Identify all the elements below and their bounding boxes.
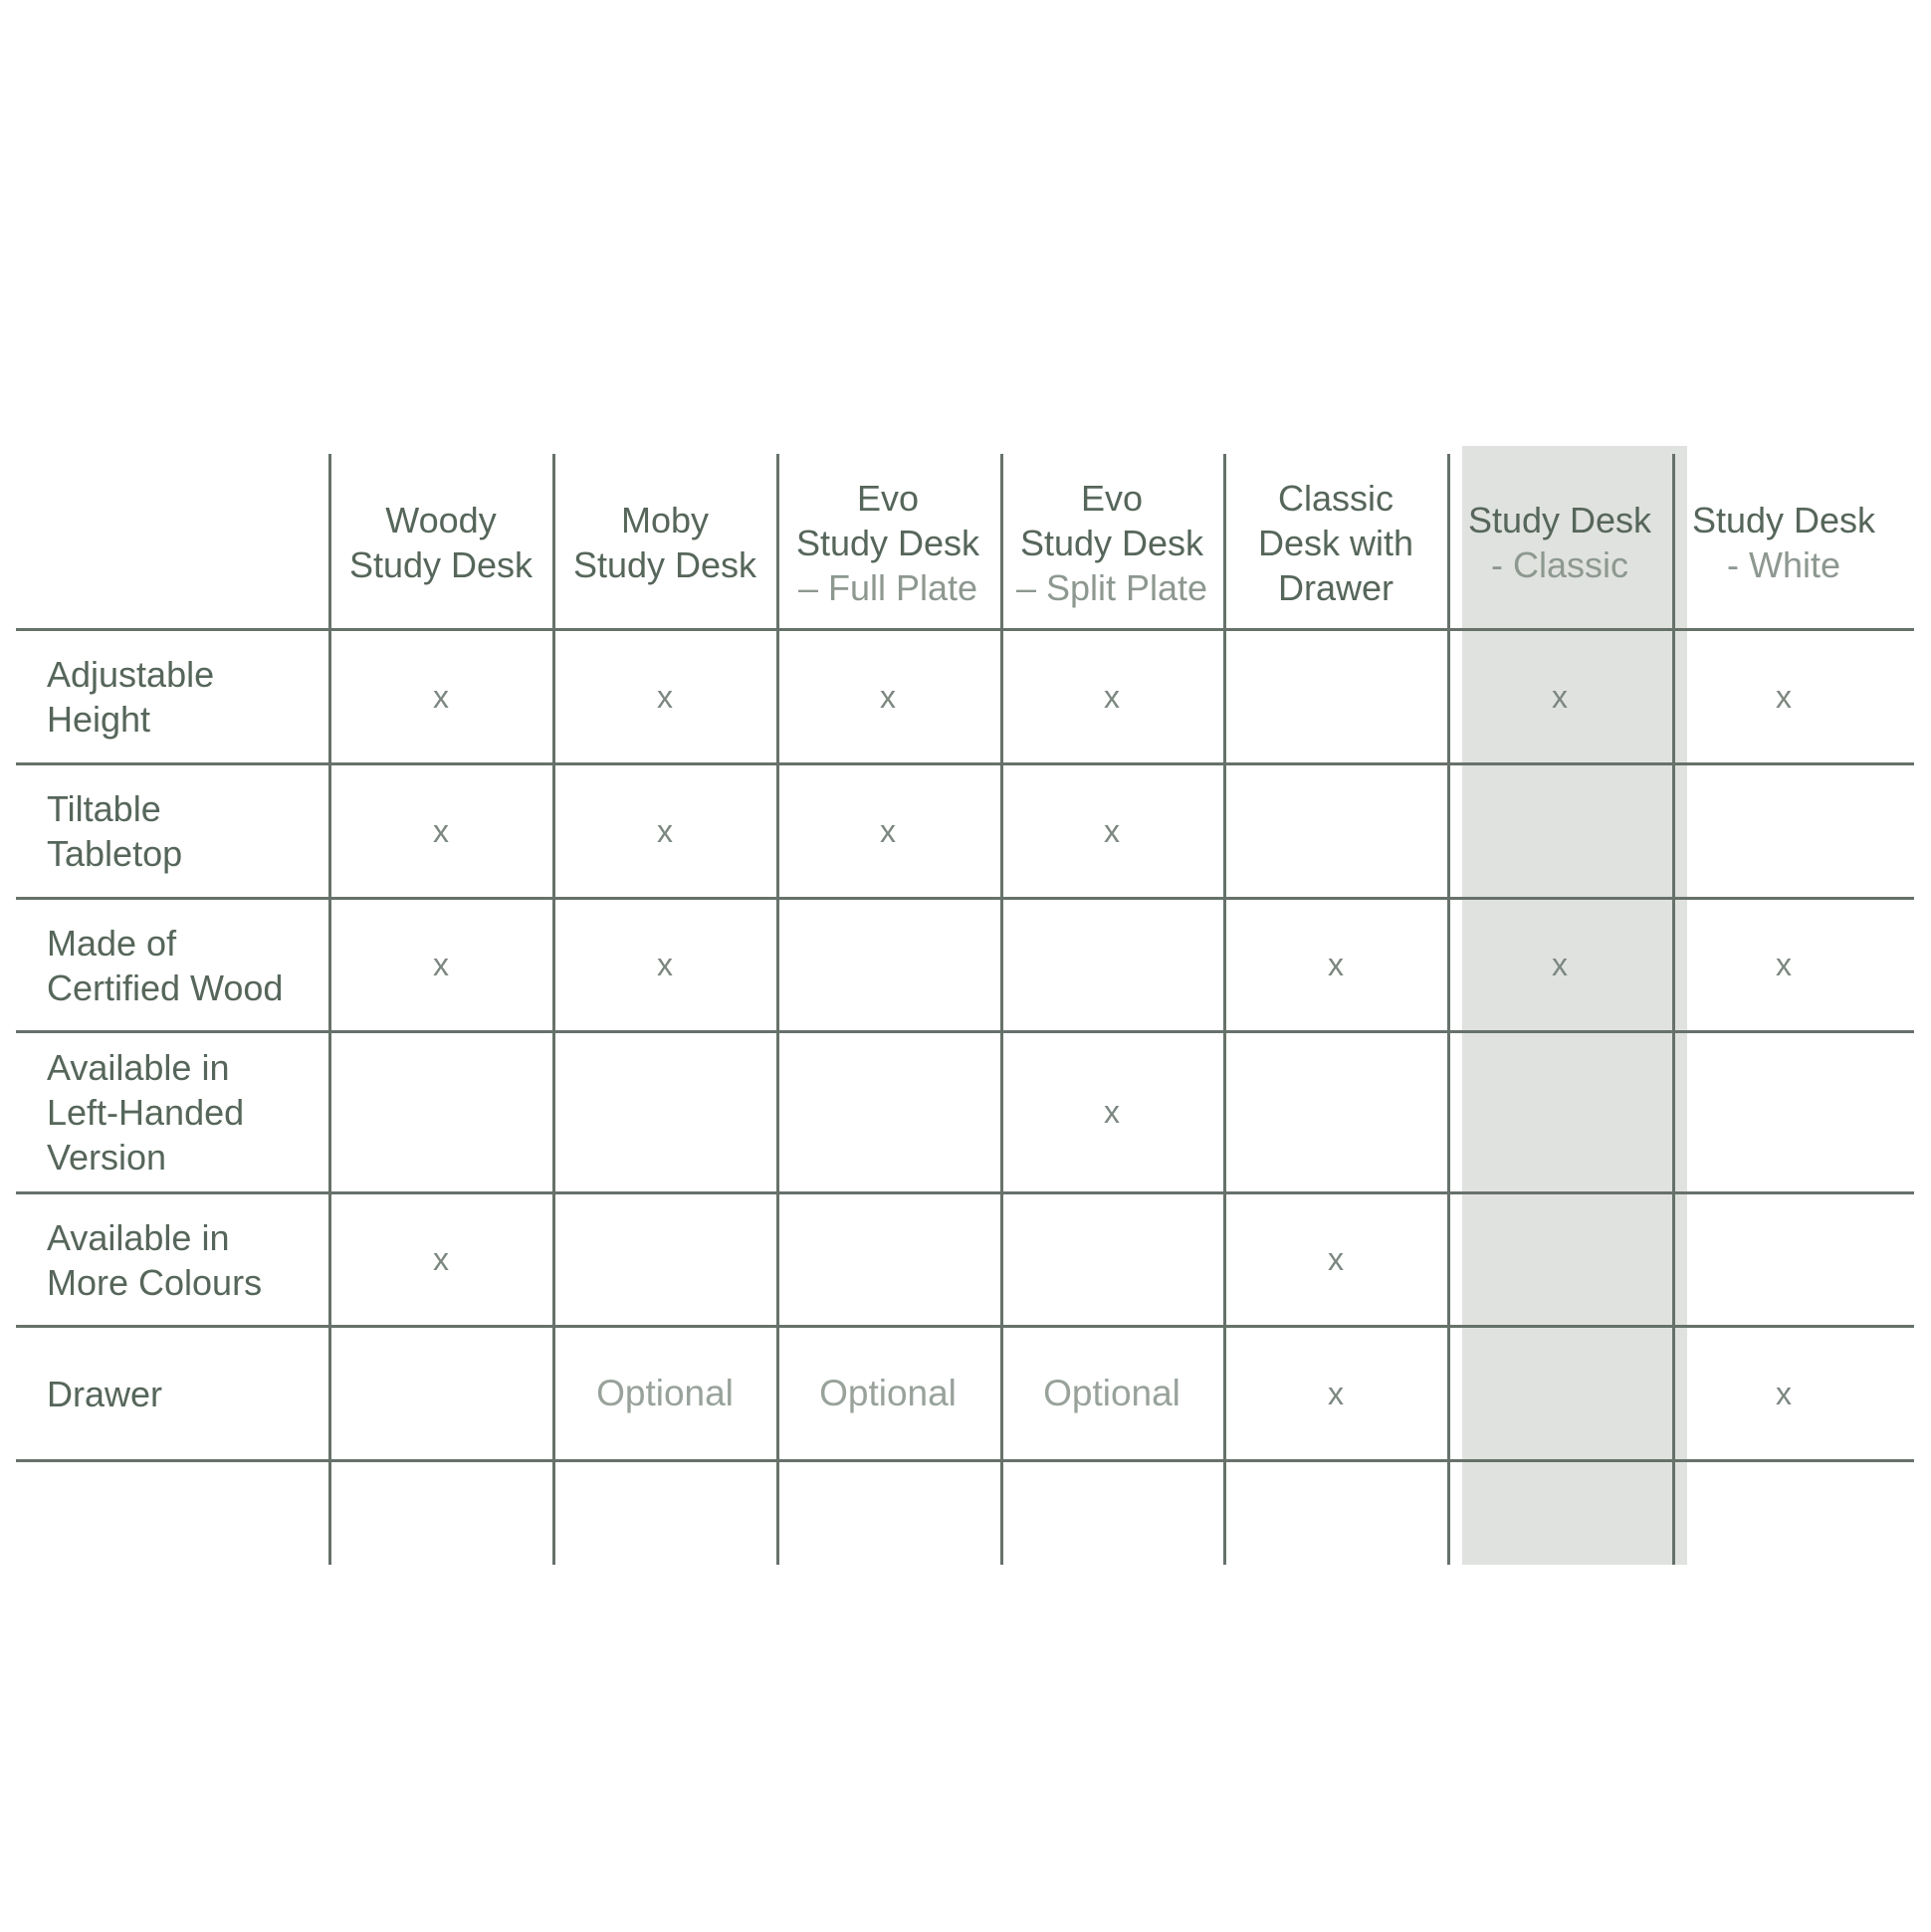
column-header-1 — [330, 454, 551, 631]
column-header-3 — [777, 454, 998, 631]
column-header-line: Desk with — [1257, 522, 1414, 563]
row-label-line: Height — [47, 699, 151, 740]
check-mark: x — [880, 678, 896, 715]
row-divider — [16, 762, 1914, 765]
row-label-text — [47, 786, 182, 876]
comparison-table — [16, 446, 1914, 1565]
column-header-line: - Classic — [1490, 544, 1628, 585]
row-label-line: More Colours — [47, 1261, 263, 1303]
column-header-line: Evo — [856, 477, 920, 519]
row-divider — [16, 1459, 1914, 1462]
check-mark: x — [1776, 1375, 1792, 1411]
row-label-line: Tiltable — [47, 788, 161, 829]
empty-cell — [777, 1033, 998, 1191]
row-divider — [16, 1030, 1914, 1033]
column-header-line: – Split Plate — [1015, 566, 1208, 608]
check-mark: x — [657, 947, 673, 982]
row-label-line: Version — [47, 1137, 167, 1178]
column-header-line: Study Desk — [348, 544, 534, 585]
column-divider — [328, 454, 331, 1565]
row-divider — [16, 897, 1914, 900]
check-mark: x — [1776, 678, 1792, 715]
row-divider — [16, 628, 1914, 631]
row-label-line: Left-Handed — [47, 1092, 245, 1133]
column-header-7 — [1673, 454, 1894, 631]
empty-cell — [1449, 1328, 1670, 1459]
check-mark: x — [433, 947, 449, 982]
row-label-line: Tabletop — [47, 833, 183, 874]
column-header-2 — [554, 454, 775, 631]
row-label-line: Drawer — [47, 1373, 163, 1414]
check-mark: x — [1328, 947, 1344, 982]
column-header-line: Study Desk — [1691, 500, 1876, 540]
column-header-line: Study Desk — [1467, 500, 1652, 540]
empty-cell — [1225, 765, 1446, 897]
row-label-text — [47, 1045, 244, 1180]
column-header-line: – Full Plate — [797, 566, 978, 608]
row-label-text — [47, 921, 283, 1010]
empty-cell — [1001, 1194, 1222, 1325]
column-header-line: Moby — [620, 500, 710, 540]
check-mark: x — [1328, 1375, 1344, 1411]
check-mark: x — [433, 678, 449, 715]
check-mark: x — [433, 812, 449, 849]
empty-cell — [777, 900, 998, 1030]
empty-cell — [1673, 765, 1894, 897]
check-mark: x — [1104, 678, 1120, 715]
empty-cell — [1225, 1033, 1446, 1191]
row-divider — [16, 1325, 1914, 1328]
cell-value: Optional — [596, 1373, 734, 1413]
column-header-5 — [1225, 454, 1446, 631]
column-header-line: Study Desk — [795, 522, 980, 563]
empty-cell — [1225, 631, 1446, 762]
empty-cell — [330, 1328, 551, 1459]
row-label-line: Made of — [47, 922, 177, 964]
cell-value: Optional — [819, 1373, 957, 1413]
row-label-6 — [47, 1328, 162, 1459]
check-mark: x — [880, 812, 896, 849]
row-label-3 — [47, 900, 283, 1030]
check-mark: x — [1328, 1241, 1344, 1277]
empty-cell — [1001, 900, 1222, 1030]
row-label-line: Certified Wood — [47, 966, 284, 1008]
check-mark: x — [1776, 947, 1792, 982]
empty-cell — [330, 1033, 551, 1191]
column-header-line: Drawer — [1277, 566, 1394, 608]
check-mark: x — [433, 1241, 449, 1277]
empty-cell — [554, 1194, 775, 1325]
empty-cell — [1449, 1033, 1670, 1191]
empty-cell — [777, 1194, 998, 1325]
empty-cell — [554, 1033, 775, 1191]
row-label-text — [47, 1215, 262, 1305]
empty-cell — [1673, 1033, 1894, 1191]
column-header-line: Study Desk — [1019, 522, 1204, 563]
empty-cell — [1449, 765, 1670, 897]
column-divider — [1447, 454, 1450, 1565]
column-header-line: Study Desk — [572, 544, 757, 585]
row-label-line: Available in — [47, 1216, 230, 1258]
column-header-line: - White — [1726, 544, 1840, 585]
row-label-5 — [47, 1194, 262, 1325]
column-divider — [1000, 454, 1003, 1565]
check-mark: x — [657, 678, 673, 715]
row-divider — [16, 1191, 1914, 1194]
empty-cell — [1673, 1194, 1894, 1325]
column-divider — [776, 454, 779, 1565]
row-label-text — [47, 1372, 162, 1416]
row-label-line: Adjustable — [47, 654, 215, 695]
row-label-line: Available in — [47, 1047, 230, 1088]
column-header-6 — [1449, 454, 1670, 631]
cell-value: Optional — [1043, 1373, 1180, 1413]
row-label-2 — [47, 765, 182, 897]
check-mark: x — [1552, 947, 1568, 982]
column-divider — [552, 454, 555, 1565]
check-mark: x — [657, 812, 673, 849]
check-mark: x — [1104, 812, 1120, 849]
row-label-1 — [47, 631, 214, 762]
check-mark: x — [1552, 678, 1568, 715]
row-label-text — [47, 652, 214, 742]
row-label-4 — [47, 1033, 244, 1191]
column-divider — [1672, 454, 1675, 1565]
empty-cell — [1449, 1194, 1670, 1325]
check-mark: x — [1104, 1094, 1120, 1130]
column-header-line: Classic — [1277, 477, 1394, 519]
column-divider — [1223, 454, 1226, 1565]
column-header-4 — [1001, 454, 1222, 631]
column-header-line: Evo — [1080, 477, 1144, 519]
column-header-line: Woody — [385, 500, 497, 540]
